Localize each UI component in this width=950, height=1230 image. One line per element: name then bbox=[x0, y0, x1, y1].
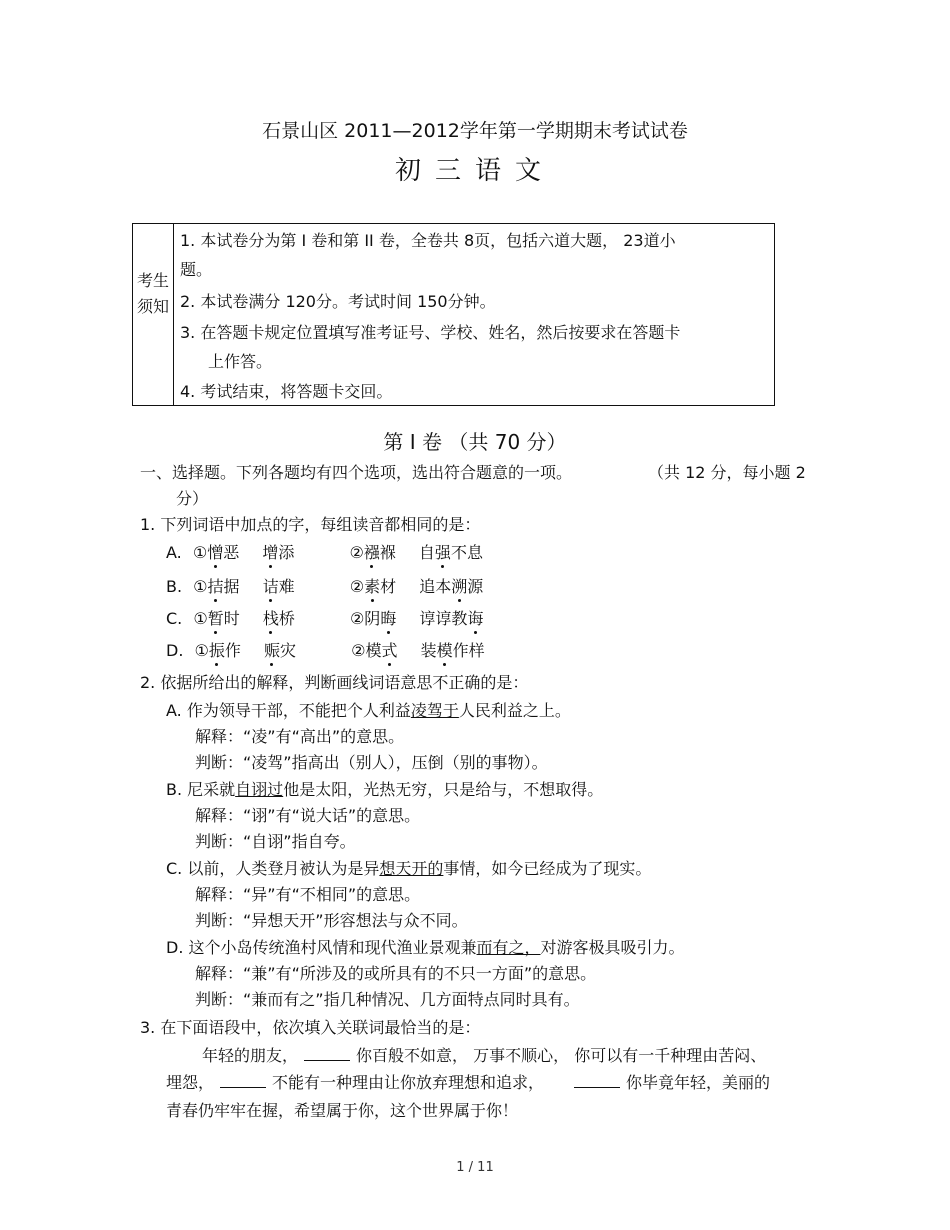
notice-label: 考生须知 bbox=[136, 271, 169, 316]
section-heading: 一、选择题。下列各题均有四个选项，选出符合题意的一项。 bbox=[140, 463, 573, 482]
dotted-char: 拮 bbox=[207, 577, 224, 596]
q2-a-judgement: 判断：“凌驾”指高出（别人），压倒（别的事物）。 bbox=[195, 753, 548, 772]
notice-item-1: 1. 本试卷分为第 I 卷和第 II 卷，全卷共 8页，包括六道大题， 23道小 bbox=[180, 231, 676, 250]
dotted-char: 诘 bbox=[262, 577, 279, 596]
q2-b-judgement: 判断：“自诩”指自夸。 bbox=[195, 832, 356, 851]
dotted-char: 暂 bbox=[207, 609, 224, 628]
q2-stem: 2. 依据所给出的解释，判断画线词语意思不正确的是： bbox=[140, 673, 529, 692]
option-letter: A. bbox=[166, 543, 182, 562]
dotted-char: 素 bbox=[364, 577, 381, 596]
dotted-char: 晦 bbox=[380, 609, 397, 628]
q2-option-c: C. 以前，人类登月被认为是异想天开的事情，如今已经成为了现实。 bbox=[166, 859, 652, 878]
q2-option-d: D. 这个小岛传统渔村风情和现代渔业景观兼而有之，对游客极具吸引力。 bbox=[166, 938, 685, 957]
section-score: （共 12 分，每小题 2 bbox=[648, 463, 806, 482]
dotted-char: 溯 bbox=[451, 577, 468, 596]
dotted-char: 憎 bbox=[207, 543, 224, 562]
option-letter: B. bbox=[166, 577, 183, 596]
notice-item-4: 4. 考试结束，将答题卡交回。 bbox=[180, 382, 393, 401]
notice-item-2: 2. 本试卷满分 120分。考试时间 150分钟。 bbox=[180, 292, 496, 311]
q2-c-judgement: 判断：“异想天开”形容想法与众不同。 bbox=[195, 911, 468, 930]
q2-b-explanation: 解释：“诩”有“说大话”的意思。 bbox=[195, 806, 421, 825]
q1-option-b: B. ①拮据 诘难 ②素材 追本溯源 bbox=[166, 577, 484, 596]
notice-item-3-cont: 上作答。 bbox=[208, 352, 273, 371]
dotted-char: 式 bbox=[381, 641, 398, 660]
q1-option-a: A. ①憎恶 增添 ②襁褓 自强不息 bbox=[166, 543, 483, 562]
option-letter: C. bbox=[166, 609, 183, 628]
dotted-char: 振 bbox=[208, 641, 225, 660]
dotted-char: 强 bbox=[434, 543, 451, 562]
answer-blank[interactable] bbox=[304, 1046, 350, 1061]
underlined-word: 想天开的 bbox=[379, 859, 444, 878]
dotted-char: 诲 bbox=[467, 609, 484, 628]
q2-d-judgement: 判断：“兼而有之”指几种情况、几方面特点同时具有。 bbox=[195, 990, 580, 1009]
q3-passage-line-1: 年轻的朋友， 你百般不如意， 万事不顺心， 你可以有一千种理由苦闷、 bbox=[202, 1046, 767, 1065]
q1-option-c: C. ①暂时 栈桥 ②阴晦 谆谆教诲 bbox=[166, 609, 484, 628]
underlined-word: 自诩过 bbox=[235, 780, 284, 799]
exam-title: 石景山区 2011—2012学年第一学期期末考试试卷 bbox=[262, 120, 688, 142]
q2-a-explanation: 解释：“凌”有“高出”的意思。 bbox=[195, 727, 405, 746]
notice-item-1-cont: 题。 bbox=[180, 260, 213, 279]
answer-blank[interactable] bbox=[220, 1073, 266, 1088]
page-number: 1 / 11 bbox=[456, 1160, 494, 1175]
answer-blank[interactable] bbox=[574, 1073, 620, 1088]
q3-passage-line-3: 青春仍牢牢在握，希望属于你，这个世界属于你！ bbox=[166, 1101, 519, 1120]
dotted-char: 模 bbox=[436, 641, 453, 660]
underlined-word: 而有之， bbox=[476, 938, 541, 957]
dotted-char: 襁 bbox=[363, 543, 380, 562]
notice-item-3: 3. 在答题卡规定位置填写准考证号、学校、姓名，然后按要求在答题卡 bbox=[180, 323, 681, 342]
q2-option-b: B. 尼采就自诩过他是太阳，光热无穷，只是给与，不想取得。 bbox=[166, 780, 604, 799]
q3-stem: 3. 在下面语段中，依次填入关联词最恰当的是： bbox=[140, 1018, 481, 1037]
q1-stem: 1. 下列词语中加点的字，每组读音都相同的是： bbox=[140, 515, 481, 534]
dotted-char: 栈 bbox=[262, 609, 279, 628]
q2-c-explanation: 解释：“异”有“不相同”的意思。 bbox=[195, 885, 421, 904]
notice-divider bbox=[173, 224, 174, 405]
q2-d-explanation: 解释：“兼”有“所涉及的或所具有的不只一方面”的意思。 bbox=[195, 964, 597, 983]
q1-option-d: D. ①振作 赈灾 ②模式 装模作样 bbox=[166, 641, 485, 660]
volume-heading: 第 I 卷 （共 70 分） bbox=[383, 430, 567, 454]
section-score-cont: 分） bbox=[176, 489, 209, 508]
option-letter: D. bbox=[166, 641, 184, 660]
q2-option-a: A. 作为领导干部，不能把个人利益凌驾于人民利益之上。 bbox=[166, 701, 571, 720]
dotted-char: 赈 bbox=[263, 641, 280, 660]
underlined-word: 凌驾于 bbox=[410, 701, 459, 720]
dotted-char: 增 bbox=[262, 543, 279, 562]
q3-passage-line-2: 埋怨， 不能有一种理由让你放弃理想和追求， 你毕竟年轻，美丽的 bbox=[166, 1073, 771, 1092]
subject-title: 初三语文 bbox=[394, 156, 555, 186]
